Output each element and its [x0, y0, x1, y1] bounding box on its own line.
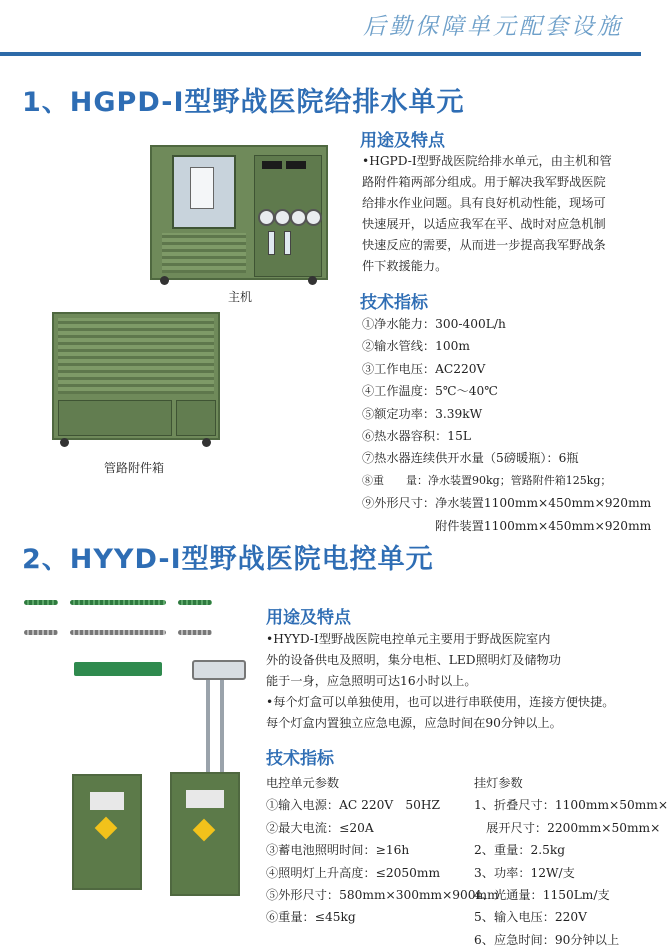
page-header-title: 后勤保障单元配套设施 — [363, 14, 623, 40]
main-unit-caption: 主机 — [228, 290, 253, 304]
spec-item: ②输水管线：100m — [362, 339, 470, 354]
section1-spec-heading: 技术指标 — [360, 293, 428, 313]
section1-purpose-heading: 用途及特点 — [360, 131, 445, 151]
spec-item: 2、重量：2.5kg — [474, 843, 566, 858]
spec-item: ①净水能力：300-400L/h — [362, 317, 506, 331]
section2-spec-heading: 技术指标 — [266, 749, 334, 769]
spec-item: 6、应急时间：90分钟以上 — [474, 932, 620, 947]
spec-item: ⑧重 量：净水装置90kg；管路附件箱125kg； — [362, 473, 612, 487]
section1-title: 1、HGPD-I型野战医院给排水单元 — [22, 87, 465, 118]
purpose-line: 给排水作业问题。具有良好机动性能，现场可 — [362, 196, 606, 210]
pipe-box-caption: 管路附件箱 — [104, 461, 165, 475]
spec-item: ⑨外形尺寸：净水装置1100mm×450mm×920mm — [362, 496, 652, 511]
spec-item: 附件装置1100mm×450mm×920mm — [362, 518, 652, 533]
spec-item: 5、输入电压：220V — [474, 910, 587, 925]
section2-purpose-text — [266, 629, 638, 734]
section2-purpose-heading: 用途及特点 — [266, 608, 351, 628]
pipe-box-image — [52, 312, 220, 447]
purpose-line: 件下救援能力。 — [362, 259, 448, 273]
spec-item: 1、折叠尺寸：1100mm×50mm× — [474, 798, 668, 813]
purpose-line: •每个灯盒可以单独使用，也可以进行串联使用，连接方便快捷。 — [266, 695, 615, 709]
spec-item: ⑤外形尺寸：580mm×300mm×900mm — [266, 888, 499, 903]
spec-item: 展开尺寸：2200mm×50mm× — [474, 820, 661, 835]
section1-spec-list — [362, 313, 652, 537]
purpose-line: •HGPD-I型野战医院给排水单元，由主机和管 — [362, 154, 612, 168]
main-unit-image — [150, 145, 328, 285]
purpose-line: •HYYD-I型野战医院电控单元主要用于野战医院室内 — [266, 632, 551, 646]
spec-item: ③蓄电池照明时间：≥16h — [266, 843, 410, 858]
spec-item: 3、功率：12W/支 — [474, 865, 575, 880]
purpose-line: 快速反应的需要，从而进一步提高我军野战条 — [362, 238, 606, 252]
lamp-spec-list — [474, 772, 668, 951]
spec-item: ①输入电源：AC 220V 50HZ — [266, 798, 440, 813]
spec-item: ⑥重量：≤45kg — [266, 910, 356, 925]
spec-item: ⑥热水器容积：15L — [362, 429, 471, 444]
control-unit-image — [70, 650, 250, 900]
purpose-line: 外的设备供电及照明，集分电柜、LED照明灯及储物功 — [266, 653, 561, 667]
section2-title: 2、HYYD-I型野战医院电控单元 — [22, 544, 434, 575]
section1-purpose-text — [362, 151, 632, 277]
spec-item: ⑦热水器连续供开水量（5磅暖瓶）：6瓶 — [362, 451, 579, 466]
purpose-line: 路附件箱两部分组成。用于解决我军野战医院 — [362, 175, 606, 189]
spec-item: ⑤额定功率：3.39kW — [362, 406, 483, 421]
purpose-line: 每个灯盒内置独立应急电源，应急时间在90分钟以上。 — [266, 716, 562, 730]
spec-item: ③工作电压：AC220V — [362, 361, 486, 376]
spec-item: ④工作温度：5℃～40℃ — [362, 384, 498, 399]
spec-item: ④照明灯上升高度：≤2050mm — [266, 865, 441, 880]
spec-subheading: 挂灯参数 — [474, 776, 523, 790]
spec-item: 4、光通量：1150Lm/支 — [474, 888, 610, 903]
spec-subheading: 电控单元参数 — [266, 776, 340, 790]
header-divider — [0, 52, 641, 56]
purpose-line: 能于一身，应急照明可达16小时以上。 — [266, 674, 477, 688]
spec-item: ②最大电流：≤20A — [266, 820, 374, 835]
purpose-line: 快速展开，以适应我军在平、战时对应急机制 — [362, 217, 606, 231]
